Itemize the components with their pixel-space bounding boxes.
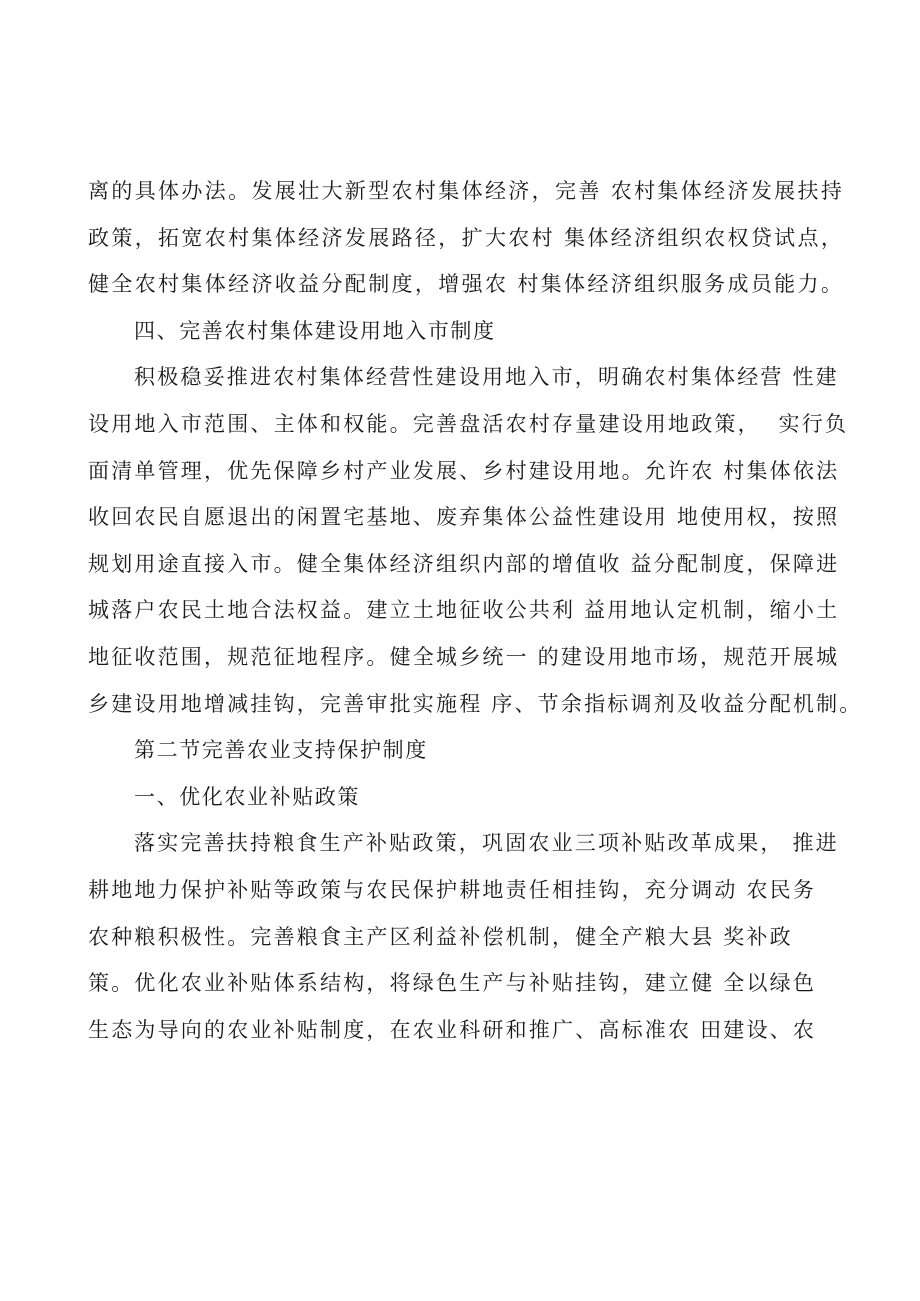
section-heading: 四、完善农村集体建设用地入市制度 bbox=[134, 318, 496, 343]
body-line: 生态为导向的农业补贴制度，在农业科研和推广、高标准农 田建设、农 bbox=[88, 1017, 817, 1042]
body-line: 策。优化农业补贴体系结构，将绿色生产与补贴挂钩，建立健 全以绿色 bbox=[88, 971, 817, 996]
body-line: 规划用途直接入市。健全集体经济组织内部的增值收 益分配制度，保障进 bbox=[88, 551, 840, 576]
body-line: 耕地地力保护补贴等政策与农民保护耕地责任相挂钩，充分调动 农民务 bbox=[88, 877, 817, 902]
body-line: 农种粮积极性。完善粮食主产区利益补偿机制，健全产粮大县 奖补政 bbox=[88, 924, 793, 949]
paragraph-start-line: 落实完善扶持粮食生产补贴政策，巩固农业三项补贴改革成果， 推进 bbox=[134, 831, 839, 856]
body-line: 政策，拓宽农村集体经济发展路径，扩大农村 集体经济组织农权贷试点， bbox=[88, 225, 845, 250]
paragraph-start-line: 积极稳妥推进农村集体经营性建设用地入市，明确农村集体经营 性建 bbox=[134, 365, 839, 390]
body-line: 离的具体办法。发展壮大新型农村集体经济，完善 农村集体经济发展扶持 bbox=[88, 179, 845, 203]
body-line: 收回农民自愿退出的闲置宅基地、废弃集体公益性建设用 地使用权，按照 bbox=[88, 505, 840, 530]
body-line: 地征收范围，规范征地程序。健全城乡统一 的建设用地市场，规范开展城 bbox=[88, 644, 840, 669]
section-heading: 第二节完善农业支持保护制度 bbox=[134, 738, 428, 763]
body-line: 乡建设用地增减挂钩，完善审批实施程 序、节余指标调剂及收益分配机制。 bbox=[88, 691, 863, 716]
body-line: 城落户农民土地合法权益。建立土地征收公共利 益用地认定机制，缩小土 bbox=[88, 598, 840, 623]
document-body bbox=[88, 168, 863, 1053]
body-line: 设用地入市范围、主体和权能。完善盘活农村存量建设用地政策， 实行负 bbox=[88, 411, 849, 436]
subsection-heading: 一、优化农业补贴政策 bbox=[134, 784, 360, 809]
body-line: 健全农村集体经济收益分配制度，增强农 村集体经济组织服务成员能力。 bbox=[88, 272, 845, 297]
body-line: 面清单管理，优先保障乡村产业发展、乡村建设用地。允许农 村集体依法 bbox=[88, 458, 840, 483]
